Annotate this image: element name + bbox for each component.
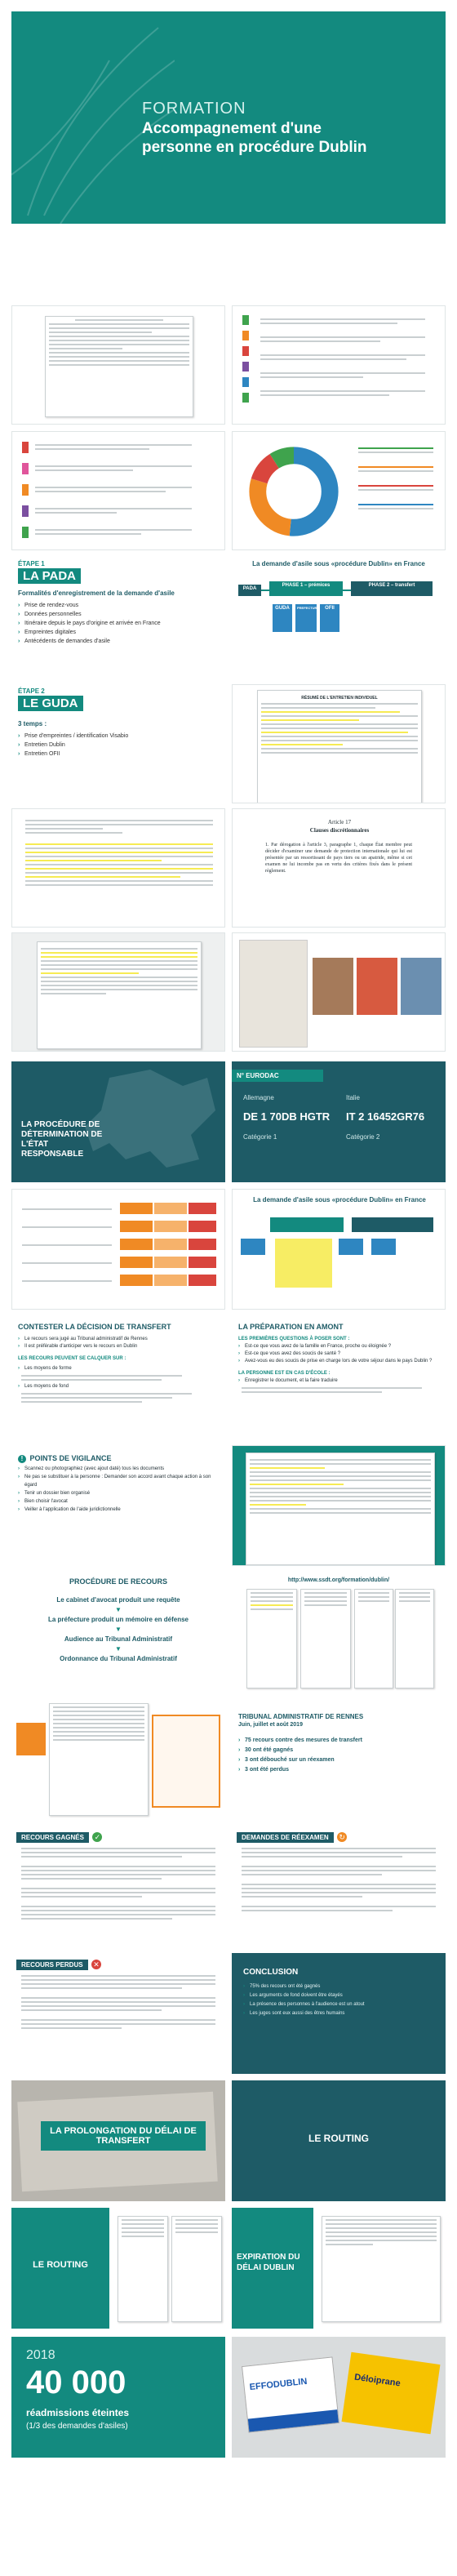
pada-heading: LA PADA [18, 568, 81, 584]
flow-title: La demande d'asile sous «procédure Dublin» en France [253, 1196, 426, 1203]
flow-box-ofii: OFII [320, 604, 339, 632]
slide-contester [11, 1318, 225, 1439]
contester-sub-item: › Les moyens de forme [18, 1365, 219, 1373]
contester-sub-item: › Les moyens de fond [18, 1383, 219, 1390]
stats-year: 2018 [26, 2348, 55, 2362]
tribunal-item: › 75 recours contre des mesures de transfert [238, 1736, 439, 1746]
site-url[interactable]: http://www.ssdt.org/formation/dublin/ [287, 1577, 390, 1583]
flow-box-pada: PADA [238, 585, 261, 596]
cross-icon: ✕ [91, 1960, 101, 1969]
resume-document [257, 690, 422, 803]
recours-step: Audience au Tribunal Administratif [64, 1635, 173, 1643]
vigilance-item: › Veiller à l'application de l'aide juridictionnelle [18, 1506, 219, 1514]
pada-item: › Itinéraire depuis le pays d'origine et arrivée en France [18, 619, 214, 628]
recours-step: Le cabinet d'avocat produit une requête [56, 1596, 180, 1604]
preparation-sub: LA PERSONNE EST EN CAS D'ÉCOLE : [238, 1371, 331, 1376]
slide-procedure-recours [11, 1573, 225, 1693]
article-label: Article 17 [327, 819, 352, 825]
perdus-tag: RECOURS PERDUS [16, 1960, 88, 1970]
slide-website [232, 1573, 446, 1693]
resume-title: RÉSUMÉ DE L'ENTRETIEN INDIVIDUEL [301, 696, 378, 701]
flow-highlight [275, 1239, 332, 1288]
eurodac-number-1: DE 1 70DB HGTR [243, 1110, 331, 1123]
recours-step: La préfecture produit un mémoire en défense [47, 1616, 189, 1623]
step-label: ÉTAPE 2 [18, 687, 45, 695]
slide-donut-chart [232, 431, 446, 550]
routing-title: LE ROUTING [33, 2260, 88, 2270]
photo-1 [313, 958, 353, 1015]
stats-label: réadmissions éteintes [26, 2407, 130, 2418]
slide-conclusion [232, 1953, 446, 2074]
contester-title: CONTESTER LA DÉCISION DE TRANSFERT [18, 1323, 171, 1331]
title-kicker: FORMATION [142, 100, 246, 118]
preparation-item: › Avez-vous eu des soucis de prise en charge lors de votre séjour dans le pays Dublin ? [238, 1358, 439, 1365]
title-main: Accompagnement d'une personne en procédure Dublin [142, 120, 367, 156]
slide-document-list [11, 305, 225, 425]
slide-flow-top [232, 557, 446, 678]
conclusion-item: › Les juges sont eux aussi des êtres humains [243, 2009, 436, 2018]
slide-procedure [11, 1061, 225, 1182]
conclusion-item: › Les arguments de fond doivent être étayés [243, 1991, 436, 2000]
slide-boxes-photo [232, 2337, 446, 2458]
slide-guda [11, 684, 225, 803]
slide-bars [11, 1189, 225, 1310]
slide-recours-gagnes [11, 1826, 225, 1946]
tribunal-item: › 3 ont débouché sur un réexamen [238, 1755, 439, 1765]
contester-item: › Le recours sera jugé au Tribunal administratif de Rennes [18, 1336, 219, 1343]
form-document [45, 316, 193, 417]
title-slide [11, 11, 446, 224]
vigilance-item: › Bien choisir l'avocat [18, 1497, 219, 1506]
slide-photos [232, 932, 446, 1052]
slide-routing-2 [11, 2208, 225, 2329]
pada-item: › Prise de rendez-vous [18, 601, 214, 610]
guda-item: › Entretien OFII [18, 750, 214, 759]
slide-article-list [232, 305, 446, 425]
slide-doc-teal [232, 1445, 446, 1566]
preparation-question: LES PREMIÈRES QUESTIONS À POSER SONT : [238, 1337, 350, 1341]
slide-tribunal [232, 1698, 446, 1819]
warning-icon: ! [18, 1455, 26, 1463]
flow-box-phase1: PHASE 1 – prémices [269, 581, 343, 596]
pada-item: › Données personnelles [18, 610, 214, 619]
slide-expiration [232, 2208, 446, 2329]
slide-guda-doc [11, 808, 225, 928]
box-left-label: EFFODUBLIN [249, 2376, 308, 2393]
slide-article17 [232, 808, 446, 928]
tribunal-item: › 30 ont été gagnés [238, 1746, 439, 1755]
slide-criteria-list [11, 431, 225, 550]
stats-number: 40 000 [26, 2365, 126, 2400]
eurodac-label: N° EURODAC [232, 1070, 323, 1082]
flow-box-phase2 [352, 1217, 433, 1232]
box-right-label: Déloiprane [353, 2372, 402, 2389]
vigilance-item: › Tenir un dossier bien organisé [18, 1489, 219, 1497]
preparation-item: › Est-ce que vous avez des soucis de santé ? [238, 1350, 439, 1358]
flow-title: La demande d'asile sous «procédure Dublin» en France [252, 560, 425, 567]
guda-item: › Prise d'empreintes / identification Visabio [18, 732, 214, 741]
refresh-icon: ↻ [337, 1832, 347, 1842]
photo-3 [401, 958, 441, 1015]
donut-chart [241, 438, 347, 545]
pada-item: › Empreintes digitales [18, 628, 214, 637]
slide-stats [11, 2337, 225, 2458]
slide-recours-perdus [11, 1953, 225, 2074]
article-sublabel: Clauses discrétionnaires [309, 827, 370, 834]
recours-step: Ordonnance du Tribunal Administratif [60, 1655, 177, 1662]
tribunal-period: Juin, juillet et août 2019 [238, 1722, 303, 1728]
country-1: Allemagne [243, 1094, 274, 1101]
contester-item: › Il est préférable d'anticiper vers le recours en Dublin [18, 1343, 219, 1350]
category-2: Catégorie 2 [346, 1133, 380, 1141]
down-arrow-icon: ▼ [115, 1606, 122, 1613]
tribunal-title: TRIBUNAL ADMINISTRATIF DE RENNES [238, 1713, 364, 1720]
down-arrow-icon: ▼ [115, 1645, 122, 1653]
slide-preparation [232, 1318, 446, 1439]
slide-routing-1 [232, 2080, 446, 2201]
preparation-sub-item: › Enregistrer le document, et la faire traduire [238, 1377, 439, 1385]
conclusion-title: CONCLUSION [243, 1968, 299, 1977]
slide-resume [232, 684, 446, 803]
pada-item: › Antécédents de demandes d'asile [18, 637, 214, 646]
flow-box-phase1 [270, 1217, 344, 1232]
tribunal-item: › 3 ont été perdus [238, 1765, 439, 1775]
photo-2 [357, 958, 397, 1015]
slide-pada [11, 557, 225, 678]
stats-sub: (1/3 des demandes d'asiles) [26, 2422, 128, 2431]
step-label: ÉTAPE 1 [18, 560, 45, 567]
slide-highlighted-doc [11, 932, 225, 1052]
eurodac-number-2: IT 2 16452GR76 [346, 1110, 425, 1123]
slide-prolongation [11, 2080, 225, 2201]
prolongation-title: LA PROLONGATION DU DÉLAI DE TRANSFERT [41, 2121, 206, 2151]
reexamen-tag: DEMANDES DE RÉEXAMEN [237, 1832, 334, 1843]
conclusion-item: › La présence des personnes à l'audience est un atout [243, 2000, 436, 2009]
article-paragraph: 1. Par dérogation à l'article 3, paragraphe 1, chaque État membre peut décider d'examiner une demande de protection internationale qui lui est présentée par un ressortissant de pays tiers ou un apatride, même si cet examen ne lui incombe pas en vertu des critères fixés dans le présent règlement. [265, 843, 412, 874]
vigilance-item: › Scannez ou photographiez (avec ajout daté) tous les documents [18, 1465, 219, 1473]
routing-title: LE ROUTING [308, 2133, 369, 2144]
contester-sub: LES RECOURS PEUVENT SE CALQUER SUR : [18, 1356, 126, 1361]
flow-box-guda: GUDA [273, 604, 292, 632]
expiration-title: EXPIRATION DU DÉLAI DUBLIN [237, 2253, 300, 2272]
down-arrow-icon: ▼ [115, 1626, 122, 1633]
slide-vigilance [11, 1445, 225, 1566]
box-right [342, 2352, 441, 2434]
preparation-title: LA PRÉPARATION EN AMONT [238, 1323, 344, 1331]
guda-item: › Entretien Dublin [18, 741, 214, 750]
flow-box-phase2: PHASE 2 – transfert [351, 581, 433, 596]
conclusion-item: › 75% des recours ont été gagnés [243, 1982, 436, 1991]
preparation-item: › Est-ce que vous avez de la famille en France, proche ou éloignée ? [238, 1343, 439, 1350]
slide-eurodac [232, 1061, 446, 1182]
recours-title: PROCÉDURE DE RECOURS [69, 1577, 167, 1586]
vigilance-item: › Ne pas se substituer à la personne : Demander son accord avant chaque action à son égard [18, 1473, 219, 1489]
slide-reexamen [232, 1826, 446, 1946]
guda-sub: 3 temps : [18, 720, 47, 727]
document-photo [239, 940, 308, 1048]
box-left [242, 2356, 339, 2432]
slide-flow-mid [232, 1189, 446, 1310]
pada-subtitle: Formalités d'enregistrement de la demande d'asile [18, 589, 175, 597]
country-2: Italie [346, 1094, 360, 1101]
guda-heading: LE GUDA [18, 696, 83, 711]
flow-box-prefecture: PREFECTURE [295, 604, 317, 632]
procedure-title: LA PROCÉDURE DE DÉTERMINATION DE L'ÉTAT RESPONSABLE [21, 1120, 103, 1159]
category-1: Catégorie 1 [243, 1133, 277, 1141]
slide-annotated-doc [11, 1698, 225, 1819]
check-icon: ✓ [92, 1832, 102, 1842]
gagnes-tag: RECOURS GAGNÉS [16, 1832, 89, 1843]
vigilance-title: POINTS DE VIGILANCE [29, 1454, 112, 1462]
